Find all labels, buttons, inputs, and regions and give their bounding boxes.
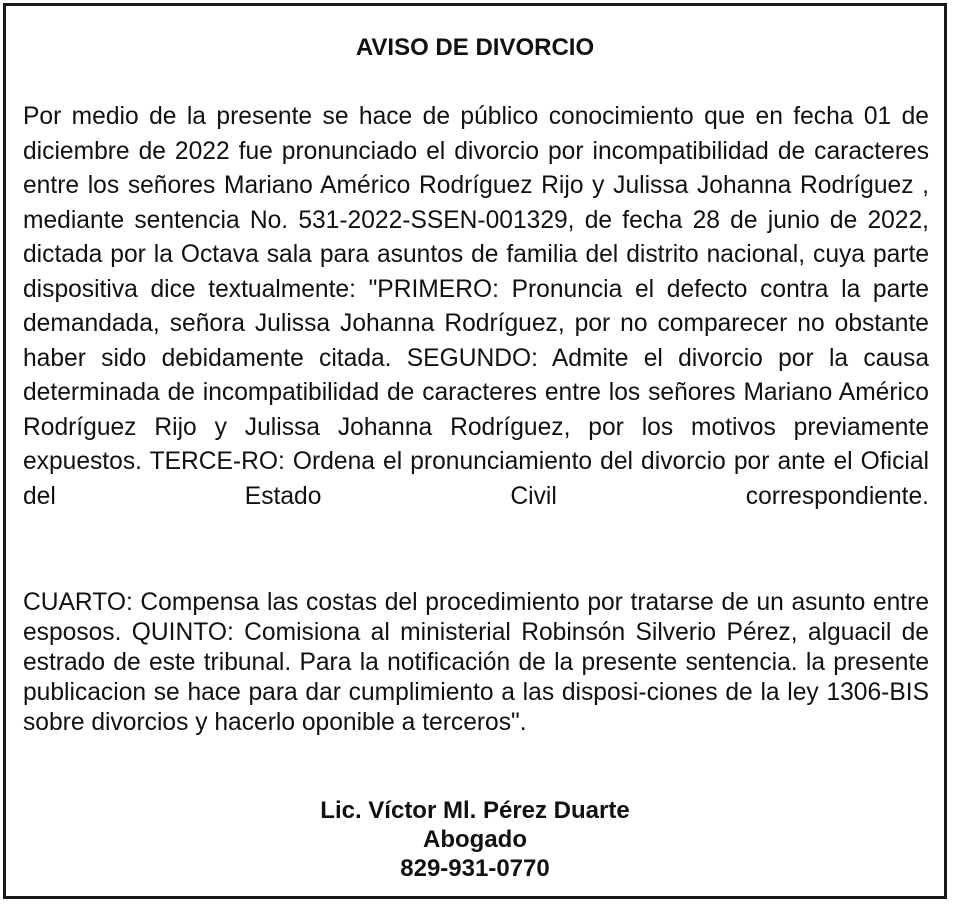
divorce-notice-box (3, 3, 947, 899)
notice-body-paragraph-part-1 (23, 100, 929, 549)
lawyer-name: Lic. Víctor Ml. Pérez Duarte (320, 797, 630, 824)
lawyer-phone: 829-931-0770 (400, 855, 550, 882)
signature-block (6, 796, 944, 883)
notice-title: AVISO DE DIVORCIO (355, 34, 595, 61)
notice-body-paragraph-part-2 (23, 588, 929, 738)
lawyer-title: Abogado (423, 826, 527, 853)
body-text-part-2: CUARTO: Compensa las costas del procedimiento por tratarse de un asunto entre esposos. QUINTO: Comisiona al ministerial Robinsón Silverio Pérez, alguacil de estrado de este tribunal. Para la notificación de la presente sentencia. la presente publicacion se hace para dar cumplimiento a las disposi-ciones de la ley 1306-BIS sobre divorcios y hacerlo oponible a terceros". (23, 589, 929, 736)
body-text-part-1: Por medio de la presente se hace de público conocimiento que en fecha 01 de diciembre de 2022 fue pronunciado el divorcio por incompatibilidad de caracteres entre los señores Mariano Américo Rodríguez Rijo y Julissa Johanna Rodríguez , mediante sentencia No. 531-2022-SSEN-001329, de fecha 28 de junio de 2022, dictada por la Octava sala para asuntos de familia del distrito nacional, cuya parte dispositiva dice textualmente: "PRIMERO: Pronuncia el defecto contra la parte demandada, señora Julissa Johanna Rodríguez, por no comparecer no obstante haber sido debidamente citada. SEGUNDO: Admite el divorcio por la causa determinada de incompatibilidad de caracteres entre los señores Mariano Américo Rodríguez Rijo y Julissa Johanna Rodríguez, por los motivos previamente expuestos. TERCE-RO: Ordena el pronunciamiento del divorcio por ante el Oficial del Estado Civil correspondiente. (23, 103, 929, 510)
